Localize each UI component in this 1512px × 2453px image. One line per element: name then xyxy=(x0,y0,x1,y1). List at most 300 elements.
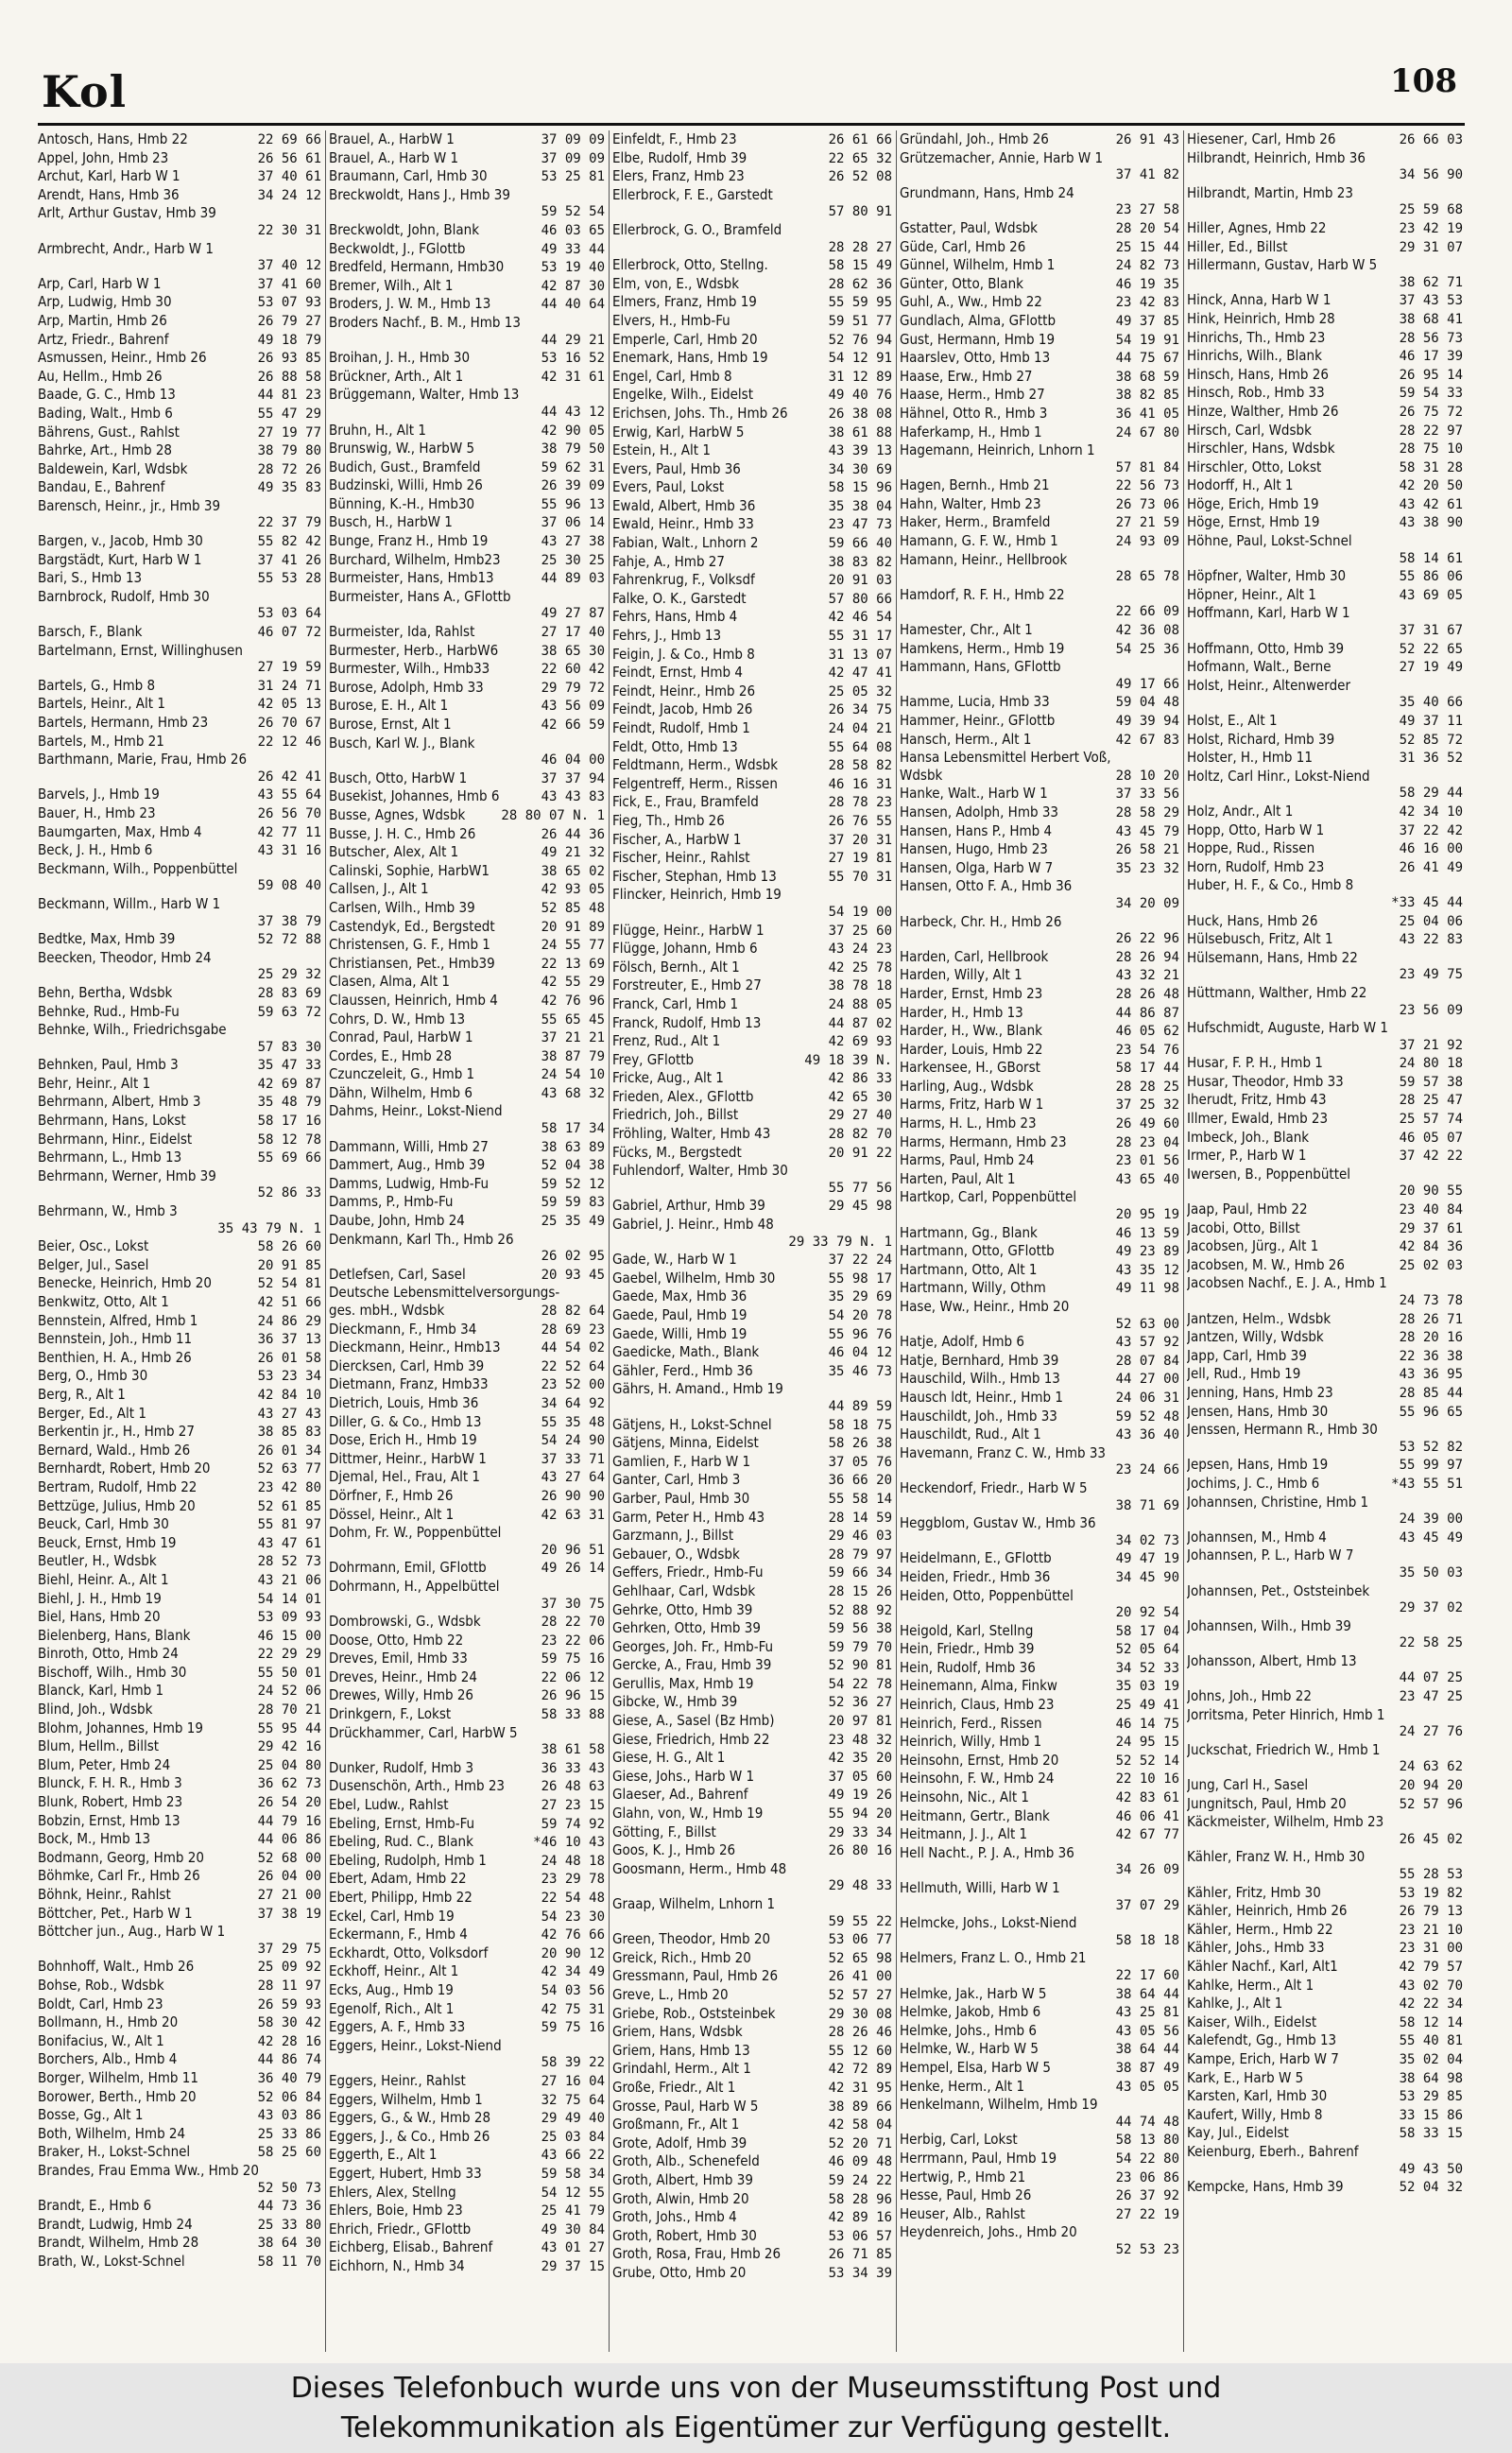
entry-phone: 44 86 74 xyxy=(257,2052,321,2068)
entry-name: Garzmann, J., Billst xyxy=(612,1527,734,1545)
entry-name: Ebel, Ludw., Rahlst xyxy=(329,1796,449,1814)
directory-entry xyxy=(329,1248,605,1266)
directory-entry xyxy=(329,843,605,862)
directory-entry xyxy=(329,605,605,623)
entry-phone: 43 36 95 xyxy=(1399,1367,1463,1383)
entry-phone: 58 33 15 xyxy=(1399,2126,1463,2142)
directory-entry xyxy=(38,2180,321,2198)
directory-entry xyxy=(900,1261,1179,1280)
directory-entry xyxy=(329,130,605,149)
directory-entry xyxy=(1187,984,1463,1002)
entry-name: Burmester, Herb., HarbW6 xyxy=(329,641,499,659)
directory-entry xyxy=(900,822,1179,841)
entry-phone: 43 27 38 xyxy=(541,534,605,550)
entry-name: Gätjens, Minna, Eidelst xyxy=(612,1434,759,1452)
directory-entry xyxy=(329,697,605,716)
entry-phone: 43 43 83 xyxy=(541,789,605,805)
directory-entry xyxy=(1187,677,1463,695)
entry-name: Behrmann, W., Hmb 3 xyxy=(38,1202,178,1220)
directory-entry xyxy=(38,569,321,588)
entry-phone: 49 18 79 xyxy=(257,332,321,348)
entry-phone: 49 21 32 xyxy=(541,845,605,861)
entry-name: Behr, Heinr., Alt 1 xyxy=(38,1074,151,1092)
directory-entry xyxy=(1187,1652,1463,1670)
directory-entry xyxy=(38,1460,321,1478)
entry-phone: 42 79 57 xyxy=(1399,1959,1463,1975)
entry-phone: 54 24 90 xyxy=(541,1433,605,1449)
directory-entry xyxy=(38,1442,321,1460)
entry-name: Heckendorf, Friedr., Harb W 5 xyxy=(900,1478,1088,1496)
entry-name: Fischer, Stephan, Hmb 13 xyxy=(612,867,777,885)
entry-phone: 37 31 67 xyxy=(1399,623,1463,639)
directory-entry xyxy=(38,1039,321,1057)
directory-entry xyxy=(38,1003,321,1022)
directory-entry xyxy=(1187,1831,1463,1849)
entry-name: Barensch, Heinr., jr., Hmb 39 xyxy=(38,496,221,514)
directory-entry xyxy=(612,1638,892,1657)
directory-entry xyxy=(1187,2143,1463,2161)
entry-phone: 22 30 31 xyxy=(257,222,321,238)
directory-entry xyxy=(329,332,605,350)
entry-phone: 44 07 25 xyxy=(1399,1670,1463,1686)
entry-phone: 28 28 25 xyxy=(1115,1079,1179,1095)
directory-entry xyxy=(329,368,605,387)
entry-phone: 43 35 12 xyxy=(1115,1262,1179,1278)
entry-phone: 49 23 89 xyxy=(1115,1244,1179,1260)
entry-name: Bielenberg, Hans, Blank xyxy=(38,1626,191,1644)
directory-entry xyxy=(1187,329,1463,348)
entry-phone: 38 68 41 xyxy=(1399,311,1463,327)
entry-name: Hartkop, Carl, Poppenbüttel xyxy=(900,1188,1077,1206)
entry-phone: 26 79 27 xyxy=(257,313,321,329)
directory-entry xyxy=(38,2234,321,2253)
entry-phone: 23 49 75 xyxy=(1399,967,1463,983)
entry-phone: 38 85 83 xyxy=(257,1425,321,1441)
entry-name: Hopp, Otto, Harb W 1 xyxy=(1187,821,1325,838)
entry-phone: 42 77 11 xyxy=(257,824,321,840)
entry-name: Helmke, Jakob, Hmb 6 xyxy=(900,2003,1041,2021)
entry-name: Harder, Ernst, Hmb 23 xyxy=(900,984,1043,1002)
entry-phone: 20 91 89 xyxy=(541,919,605,935)
footer-line-2: Telekommunikation als Eigentümer zur Verfügung gestellt. xyxy=(340,2410,1172,2444)
directory-entry xyxy=(1187,821,1463,840)
entry-phone: 37 25 60 xyxy=(828,923,892,939)
directory-entry xyxy=(329,513,605,532)
entry-phone: 54 25 36 xyxy=(1115,641,1179,657)
directory-entry xyxy=(612,976,892,995)
entry-phone: 28 20 54 xyxy=(1115,220,1179,236)
directory-entry xyxy=(612,1619,892,1638)
entry-name: Heinsohn, Nic., Alt 1 xyxy=(900,1788,1029,1806)
entry-phone: 22 29 29 xyxy=(257,1647,321,1663)
entry-phone: 22 37 79 xyxy=(257,515,321,531)
entry-name: Gründahl, Joh., Hmb 26 xyxy=(900,130,1049,147)
directory-entry xyxy=(329,1193,605,1212)
entry-name: Hinck, Anna, Harb W 1 xyxy=(1187,291,1332,309)
entry-name: Beckwoldt, J., FGlottb xyxy=(329,239,466,257)
entry-phone: 58 30 42 xyxy=(257,2015,321,2031)
entry-name: Evers, Paul, Lokst xyxy=(612,478,725,496)
directory-entry xyxy=(38,1941,321,1959)
entry-phone: 28 78 23 xyxy=(828,795,892,811)
entry-name: Behn, Bertha, Wdsbk xyxy=(38,983,173,1001)
entry-name: Bock, M., Hmb 13 xyxy=(38,1830,151,1848)
entry-phone: 38 68 59 xyxy=(1115,369,1179,385)
directory-entry xyxy=(612,1823,892,1842)
directory-entry xyxy=(612,995,892,1014)
directory-entry xyxy=(612,1343,892,1362)
directory-entry xyxy=(329,1650,605,1668)
directory-entry xyxy=(329,1138,605,1157)
entry-phone: 42 75 31 xyxy=(541,2001,605,2017)
directory-entry xyxy=(1187,1274,1463,1292)
directory-entry xyxy=(612,849,892,868)
directory-entry xyxy=(1187,1384,1463,1403)
directory-entry xyxy=(612,1656,892,1675)
entry-name: Heiden, Otto, Poppenbüttel xyxy=(900,1586,1074,1604)
directory-entry xyxy=(38,1571,321,1590)
entry-name: Havemann, Franz C. W., Hmb 33 xyxy=(900,1443,1107,1461)
page-number: 108 xyxy=(1390,62,1457,100)
directory-entry xyxy=(1187,712,1463,731)
directory-entry xyxy=(1187,1421,1463,1439)
entry-phone: 55 86 06 xyxy=(1399,569,1463,585)
directory-entry xyxy=(329,1908,605,1926)
entry-name: Ehrich, Friedr., GFlottb xyxy=(329,2220,472,2237)
entry-name: Johansson, Albert, Hmb 13 xyxy=(1187,1651,1357,1669)
entry-name: Bartels, M., Hmb 21 xyxy=(38,732,164,750)
entry-name: Belger, Jul., Sasel xyxy=(38,1255,149,1273)
entry-name: Brath, W., Lokst-Schnel xyxy=(38,2252,185,2270)
directory-entry xyxy=(329,314,605,332)
entry-name: Beutler, H., Wdsbk xyxy=(38,1552,157,1570)
entry-name: Beckmann, Willm., Harb W 1 xyxy=(38,894,221,912)
directory-entry xyxy=(1187,1365,1463,1384)
entry-name: Glahn, von, W., Hmb 19 xyxy=(612,1805,764,1822)
entry-name: Feindt, Jacob, Hmb 26 xyxy=(612,700,753,718)
entry-phone: 43 39 13 xyxy=(828,443,892,459)
entry-name: Bedtke, Max, Hmb 39 xyxy=(38,930,176,948)
directory-entry xyxy=(329,1833,605,1852)
entry-name: Heitmann, J. J., Alt 1 xyxy=(900,1825,1028,1843)
directory-entry xyxy=(329,404,605,422)
entry-name: Hell Nacht., P. J. A., Hmb 36 xyxy=(900,1843,1074,1861)
directory-entry xyxy=(1187,1475,1463,1494)
entry-phone: 59 74 92 xyxy=(541,1816,605,1832)
directory-entry xyxy=(612,1144,892,1163)
directory-entry xyxy=(1187,1147,1463,1166)
entry-phone: 29 37 02 xyxy=(1399,1600,1463,1616)
entry-phone: 23 22 06 xyxy=(541,1632,605,1649)
entry-phone: 52 20 71 xyxy=(828,2135,892,2151)
directory-entry xyxy=(900,1444,1179,1462)
entry-name: Deutsche Lebensmittelversorgungs- xyxy=(329,1284,560,1302)
entry-name: Friedrich, Joh., Billst xyxy=(612,1106,739,1124)
entry-phone: 26 59 93 xyxy=(257,1996,321,2012)
entry-name: Bauer, H., Hmb 23 xyxy=(38,803,156,821)
entry-phone: 28 70 21 xyxy=(257,1702,321,1719)
entry-phone: 58 39 22 xyxy=(541,2055,605,2071)
directory-entry xyxy=(612,1563,892,1582)
entry-phone: 28 52 73 xyxy=(257,1554,321,1570)
directory-entry xyxy=(612,1051,892,1070)
entry-phone: 59 59 83 xyxy=(541,1195,605,1211)
entry-phone: 59 52 54 xyxy=(541,204,605,220)
entry-phone: 58 11 70 xyxy=(257,2254,321,2270)
directory-entry xyxy=(612,793,892,812)
entry-phone: 43 27 43 xyxy=(257,1406,321,1422)
entry-phone: 28 65 78 xyxy=(1115,569,1179,585)
entry-name: Elm, von, E., Wdsbk xyxy=(612,274,740,292)
entry-name: Graap, Wilhelm, Lnhorn 1 xyxy=(612,1895,776,1912)
directory-entry xyxy=(612,368,892,387)
entry-phone: 36 66 20 xyxy=(828,1473,892,1489)
entry-phone: 46 16 00 xyxy=(1399,841,1463,857)
entry-phone: 59 24 22 xyxy=(828,2172,892,2188)
directory-entry xyxy=(38,984,321,1003)
directory-entry xyxy=(329,862,605,881)
entry-phone: 28 28 27 xyxy=(828,239,892,255)
entry-name: Heinsohn, Ernst, Hmb 20 xyxy=(900,1751,1059,1769)
entry-name: Christensen, G. F., Hmb 1 xyxy=(329,936,490,954)
directory-entry xyxy=(900,495,1179,514)
directory-entry xyxy=(900,913,1179,931)
entry-name: Bernhardt, Robert, Hmb 20 xyxy=(38,1460,211,1477)
entry-name: Wdsbk xyxy=(900,766,943,784)
directory-entry xyxy=(329,1065,605,1084)
directory-entry xyxy=(38,405,321,423)
entry-name: Frieden, Alex., GFlottb xyxy=(612,1087,754,1105)
entry-name: Benthien, H. A., Hmb 26 xyxy=(38,1348,192,1366)
directory-entry xyxy=(1187,1256,1463,1275)
entry-phone: 38 78 18 xyxy=(828,978,892,994)
entry-phone: 37 21 92 xyxy=(1399,1037,1463,1053)
directory-entry xyxy=(1187,495,1463,514)
entry-name: Falke, O. K., Garstedt xyxy=(612,589,747,607)
directory-entry xyxy=(329,936,605,955)
directory-entry xyxy=(329,2018,605,2037)
header-rule xyxy=(38,123,1465,126)
entry-name: Geffers, Friedr., Hmb-Fu xyxy=(612,1563,764,1581)
entry-name: Czunczeleit, G., Hmb 1 xyxy=(329,1065,475,1083)
directory-entry xyxy=(900,256,1179,275)
entry-phone: 55 98 17 xyxy=(828,1270,892,1287)
directory-entry xyxy=(38,312,321,331)
entry-name: Kahlke, J., Alt 1 xyxy=(1187,1995,1283,2012)
entry-phone: 43 27 64 xyxy=(541,1470,605,1486)
directory-entry xyxy=(329,2109,605,2128)
entry-name: Hiller, Ed., Billst xyxy=(1187,237,1288,255)
entry-phone: 20 96 51 xyxy=(541,1542,605,1558)
directory-entry xyxy=(329,1613,605,1632)
directory-entry xyxy=(329,1266,605,1285)
directory-entry xyxy=(1187,567,1463,586)
entry-name: Böhmke, Carl Fr., Hmb 26 xyxy=(38,1867,200,1885)
entry-phone: 52 68 00 xyxy=(257,1850,321,1866)
entry-phone: 59 63 72 xyxy=(257,1004,321,1020)
directory-entry xyxy=(1187,1995,1463,2013)
entry-phone: 27 22 19 xyxy=(1115,2206,1179,2222)
entry-phone: 37 25 32 xyxy=(1115,1097,1179,1114)
directory-entry xyxy=(612,331,892,350)
entry-phone: 28 26 94 xyxy=(1115,949,1179,965)
entry-name: Bandau, E., Bahrenf xyxy=(38,478,165,496)
entry-name: Engelke, Wilh., Eidelst xyxy=(612,386,754,404)
directory-entry xyxy=(329,1926,605,1944)
directory-entry xyxy=(612,2264,892,2283)
directory-entry xyxy=(612,682,892,701)
entry-phone: 34 64 92 xyxy=(541,1395,605,1411)
entry-name: Ellerbrock, Otto, Stellng. xyxy=(612,256,768,274)
directory-entry xyxy=(329,167,605,186)
entry-name: Hahn, Walter, Hmb 23 xyxy=(900,494,1041,512)
entry-phone: 37 41 60 xyxy=(257,276,321,292)
directory-entry xyxy=(1187,2178,1463,2197)
directory-entry xyxy=(612,1471,892,1490)
entry-phone: 42 76 66 xyxy=(541,1927,605,1943)
entry-phone: 44 89 59 xyxy=(828,1398,892,1414)
directory-entry xyxy=(900,1352,1179,1371)
directory-entry xyxy=(329,1889,605,1908)
entry-name: Bernard, Wald., Hmb 26 xyxy=(38,1441,191,1459)
directory-entry xyxy=(612,1380,892,1398)
entry-phone: 25 29 32 xyxy=(257,967,321,983)
directory-entry xyxy=(1187,1669,1463,1687)
entry-phone: 37 09 09 xyxy=(541,132,605,147)
entry-phone: 42 22 34 xyxy=(1399,1996,1463,2012)
entry-phone: 43 68 32 xyxy=(541,1085,605,1101)
directory-entry xyxy=(1187,274,1463,292)
entry-name: Bremer, Wilh., Alt 1 xyxy=(329,276,454,294)
entry-name: Johannsen, Christine, Hmb 1 xyxy=(1187,1493,1369,1511)
entry-phone: 37 30 75 xyxy=(541,1596,605,1612)
entry-name: Giese, Johs., Harb W 1 xyxy=(612,1767,755,1785)
directory-entry xyxy=(38,1830,321,1849)
entry-name: Dohrmann, H., Appelbüttel xyxy=(329,1577,500,1595)
directory-entry xyxy=(900,877,1179,895)
entry-phone: 52 65 98 xyxy=(828,1950,892,1966)
entry-name: Brandt, Wilhelm, Hmb 28 xyxy=(38,2234,199,2252)
directory-column-3 xyxy=(612,130,892,2352)
directory-entry xyxy=(612,312,892,331)
directory-entry xyxy=(612,2171,892,2190)
entry-name: Broders Nachf., B. M., Hmb 13 xyxy=(329,313,521,331)
entry-phone: 29 37 61 xyxy=(1399,1220,1463,1236)
directory-entry xyxy=(612,831,892,850)
directory-entry xyxy=(1187,858,1463,877)
entry-phone: 54 14 01 xyxy=(257,1591,321,1607)
directory-entry xyxy=(329,277,605,296)
directory-entry xyxy=(1187,1219,1463,1238)
entry-name: Baldewein, Karl, Wdsbk xyxy=(38,459,188,477)
entry-name: Bartelmann, Ernst, Willinghusen xyxy=(38,641,243,659)
entry-name: Kahlke, Herm., Alt 1 xyxy=(1187,1976,1314,1994)
directory-entry xyxy=(900,731,1179,750)
entry-name: Hirsch, Carl, Wdsbk xyxy=(1187,421,1312,439)
directory-entry xyxy=(612,608,892,627)
entry-name: Hansen, Hans P., Hmb 4 xyxy=(900,821,1053,839)
directory-entry xyxy=(38,167,321,186)
directory-entry xyxy=(38,331,321,350)
directory-entry xyxy=(612,256,892,275)
directory-entry xyxy=(900,441,1179,459)
entry-phone: 54 22 78 xyxy=(828,1676,892,1692)
entry-name: Garber, Paul, Hmb 30 xyxy=(612,1489,750,1507)
entry-name: Dusenschön, Arth., Hmb 23 xyxy=(329,1777,506,1795)
directory-entry xyxy=(329,2257,605,2276)
entry-name: Hamann, Heinr., Hellbrook xyxy=(900,550,1068,568)
directory-entry xyxy=(900,568,1179,586)
entry-name: Hein, Friedr., Hmb 39 xyxy=(900,1640,1035,1658)
entry-name: Gibcke, W., Hmb 39 xyxy=(612,1693,738,1711)
directory-entry xyxy=(612,478,892,497)
entry-phone: 25 41 79 xyxy=(541,2203,605,2220)
entry-phone: 43 02 70 xyxy=(1399,1978,1463,1994)
column-divider xyxy=(896,130,897,2352)
entry-phone: 35 38 04 xyxy=(828,498,892,514)
entry-name: Hinsch, Hans, Hmb 26 xyxy=(1187,365,1329,383)
entry-name: Hansa Lebensmittel Herbert Voß, xyxy=(900,749,1111,767)
directory-entry xyxy=(1187,513,1463,532)
directory-entry xyxy=(329,1981,605,2000)
directory-entry xyxy=(612,2152,892,2171)
entry-phone: 25 57 74 xyxy=(1399,1112,1463,1128)
entry-phone: 29 45 98 xyxy=(828,1199,892,1215)
entry-name: Harder, Louis, Hmb 22 xyxy=(900,1040,1043,1058)
entry-phone: 55 64 08 xyxy=(828,739,892,755)
entry-name: Guhl, A., Ww., Hmb 22 xyxy=(900,293,1042,311)
entry-name: Borger, Wilhelm, Hmb 11 xyxy=(38,2068,198,2086)
entry-name: Jacobsen, M. W., Hmb 26 xyxy=(1187,1255,1345,1273)
directory-entry xyxy=(1187,604,1463,622)
entry-name: Harms, Paul, Hmb 24 xyxy=(900,1151,1035,1169)
entry-phone: 26 61 66 xyxy=(828,132,892,147)
entry-phone: 28 22 97 xyxy=(1399,423,1463,439)
entry-name: Butscher, Alex, Alt 1 xyxy=(329,843,459,861)
entry-name: Beier, Osc., Lokst xyxy=(38,1237,149,1255)
entry-phone: 55 53 28 xyxy=(257,571,321,587)
entry-name: Heidelmann, E., GFlottb xyxy=(900,1549,1052,1567)
directory-entry xyxy=(329,2037,605,2055)
directory-entry xyxy=(329,551,605,570)
directory-entry xyxy=(900,1151,1179,1170)
directory-entry xyxy=(329,1302,605,1321)
entry-name: Dunker, Rudolf, Hmb 3 xyxy=(329,1758,474,1776)
entry-name: Feigin, J. & Co., Hmb 8 xyxy=(612,645,755,663)
directory-entry xyxy=(1187,458,1463,477)
directory-entry xyxy=(38,751,321,769)
directory-entry xyxy=(900,1333,1179,1352)
entry-phone: 36 37 13 xyxy=(257,1332,321,1348)
entry-name: Hamdorf, R. F. H., Hmb 22 xyxy=(900,585,1065,603)
directory-entry xyxy=(900,1733,1179,1752)
entry-phone: 22 56 73 xyxy=(1115,478,1179,494)
directory-entry xyxy=(329,2184,605,2203)
entry-name: Hamann, G. F. W., Hmb 1 xyxy=(900,532,1058,550)
entry-phone: 58 17 34 xyxy=(541,1121,605,1137)
entry-phone: 58 31 28 xyxy=(1399,459,1463,475)
entry-name: Cordes, E., Hmb 28 xyxy=(329,1046,453,1064)
entry-phone: 38 64 30 xyxy=(257,2236,321,2252)
directory-entry xyxy=(612,1106,892,1125)
directory-entry xyxy=(612,1786,892,1805)
directory-entry xyxy=(38,1184,321,1202)
directory-entry xyxy=(612,1362,892,1381)
directory-entry xyxy=(1187,1706,1463,1724)
directory-entry xyxy=(38,1645,321,1664)
entry-name: Dahms, Heinr., Lokst-Niend xyxy=(329,1102,503,1120)
entry-phone: 35 23 32 xyxy=(1115,860,1179,876)
